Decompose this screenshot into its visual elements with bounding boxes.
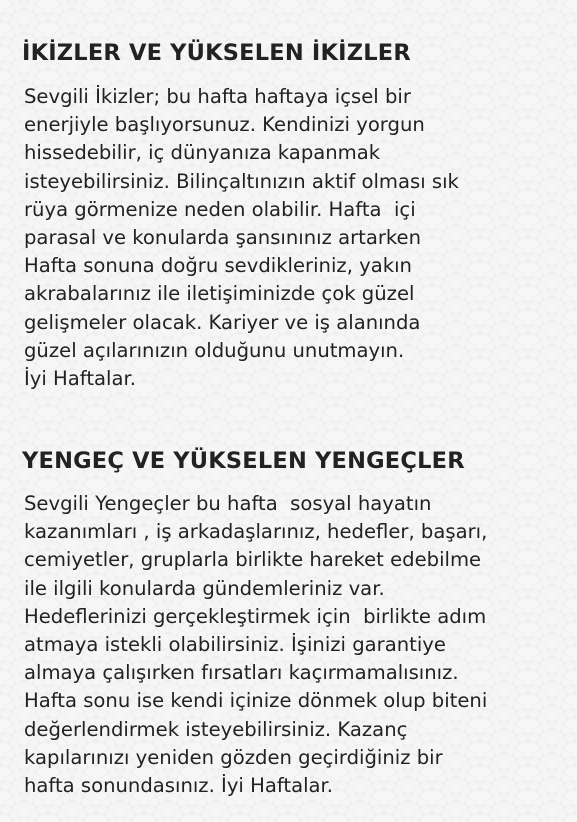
- body-line: akrabalarınız ile iletişiminizde çok güzel: [24, 282, 415, 306]
- body-line: İyi Haftalar.: [24, 367, 136, 391]
- body-line: Sevgili Yengeçler bu hafta sosyal hayatın: [24, 492, 432, 515]
- body-line: rüya görmenize neden olabilir. Hafta içi: [24, 197, 416, 221]
- body-line: Sevgili İkizler; bu hafta haftaya içsel bir: [24, 85, 411, 108]
- body-line: güzel açılarınızın olduğunu unutmayın.: [24, 338, 405, 362]
- section-heading-yengec: YENGEÇ VE YÜKSELEN YENGEÇLER: [22, 448, 465, 474]
- body-line: atmaya istekli olabilirsiniz. İşinizi garantiye: [24, 633, 446, 657]
- body-line: hissedebilir, iç dünyanıza kapanmak: [24, 141, 381, 165]
- body-line: isteyebilirsiniz. Bilinçaltınızın aktif olması sık: [24, 169, 459, 193]
- section-body-yengec: [24, 490, 564, 800]
- body-line: almaya çalışırken fırsatları kaçırmamalısınız.: [24, 661, 459, 685]
- body-line: cemiyetler, gruplarla birlikte hareket edebilme: [24, 548, 482, 572]
- section-body-ikizler: [24, 83, 564, 393]
- body-line: enerjiyle başlıyorsunuz. Kendinizi yorgun: [24, 113, 425, 137]
- body-line: hafta sonundasınız. İyi Haftalar.: [24, 774, 334, 798]
- body-line: gelişmeler olacak. Kariyer ve iş alanında: [24, 310, 421, 334]
- section-heading-ikizler: İKİZLER VE YÜKSELEN İKİZLER: [22, 40, 411, 66]
- body-line: ile ilgili konularda gündemleriniz var.: [24, 576, 385, 600]
- body-line: Hedeflerinizi gerçekleştirmek için birlikte adım: [24, 604, 487, 628]
- body-line: kazanımları , iş arkadaşlarınız, hedefler, başarı,: [24, 520, 488, 544]
- body-line: Hafta sonuna doğru sevdikleriniz, yakın: [24, 254, 412, 278]
- body-line: Hafta sonu ise kendi içinize dönmek olup biteni: [24, 689, 488, 713]
- body-line: kapılarınızı yeniden gözden geçirdiğiniz bir: [24, 745, 443, 769]
- body-line: değerlendirmek isteyebilirsiniz. Kazanç: [24, 717, 408, 741]
- body-line: parasal ve konularda şansınınız artarken: [24, 226, 422, 250]
